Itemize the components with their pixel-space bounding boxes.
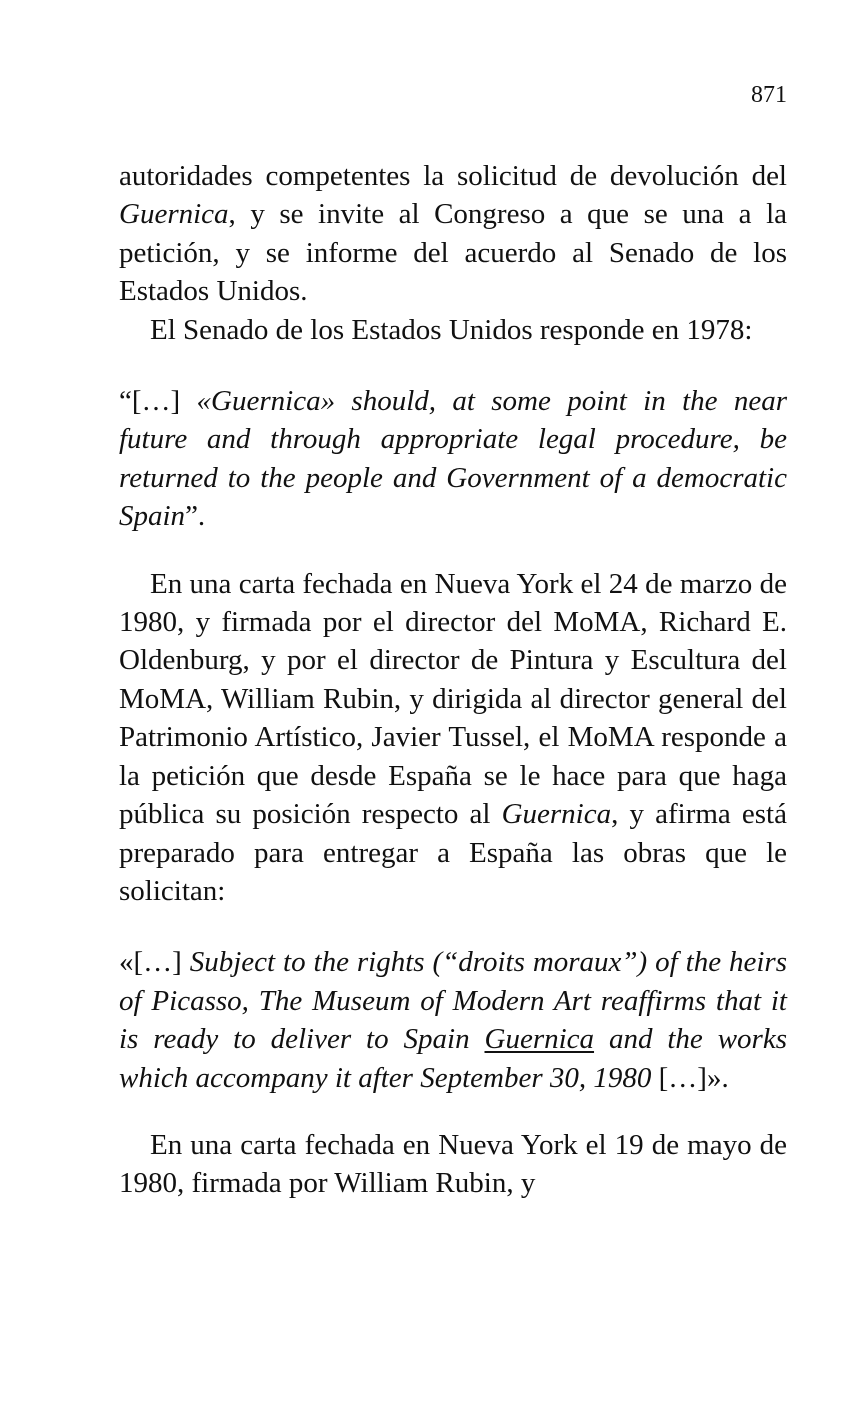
quote-open: «[…]	[119, 946, 190, 979]
text: autoridades competentes la solicitud de devolución del	[119, 160, 787, 192]
quote-senate	[119, 382, 787, 536]
text: , y afirma está preparado para entregar a España las obras que le solicitan:	[119, 798, 787, 907]
quote-open: “[…]	[119, 385, 197, 418]
quote-moma	[119, 943, 787, 1097]
page-number: 871	[751, 82, 787, 108]
quote-close: ”.	[185, 500, 206, 533]
page-body	[119, 157, 787, 1203]
text: En una carta fechada en Nueva York el 24 de marzo de 1980, y firmada por el director del MoMA, Richard E. Oldenburg, y por el director de Pintura y Escultura del MoMA, William Rubin, y dirigida al director general del Patrimonio Artístico, Javier Tussel, el MoMA responde a la petición que desde España se le hace para que haga pública su posición respecto al	[119, 567, 787, 831]
paragraph-letter-may: En una carta fechada en Nueva York el 19 de mayo de 1980, firmada por William Rubin, y	[119, 1128, 787, 1200]
paragraph-continuation	[119, 157, 787, 311]
italic-title: Guernica	[119, 198, 229, 231]
italic-title: Guernica	[501, 798, 612, 831]
paragraph-letter-march	[119, 565, 787, 911]
quote-italic: and the works which accompany it after September 30, 1980	[119, 1023, 788, 1094]
quote-italic: Subject to the rights (“droits moraux”) of the heirs of Picasso, The Museum of Modern Art reaffirms that it is ready to deliver to Spain	[119, 946, 787, 1056]
text: , y se invite al Congreso a que se una a la petición, y se informe del acuerdo al Senado de los Estados Unidos.	[119, 198, 787, 308]
underlined-title: Guernica	[484, 1023, 595, 1056]
paragraph-senate: El Senado de los Estados Unidos responde en 1978:	[150, 313, 753, 346]
quote-close: […]».	[651, 1061, 729, 1094]
quote-italic: «Guernica» should, at some point in the near future and through appropriate legal procedure, be returned to the people and Government of a democratic Spain	[119, 385, 788, 533]
